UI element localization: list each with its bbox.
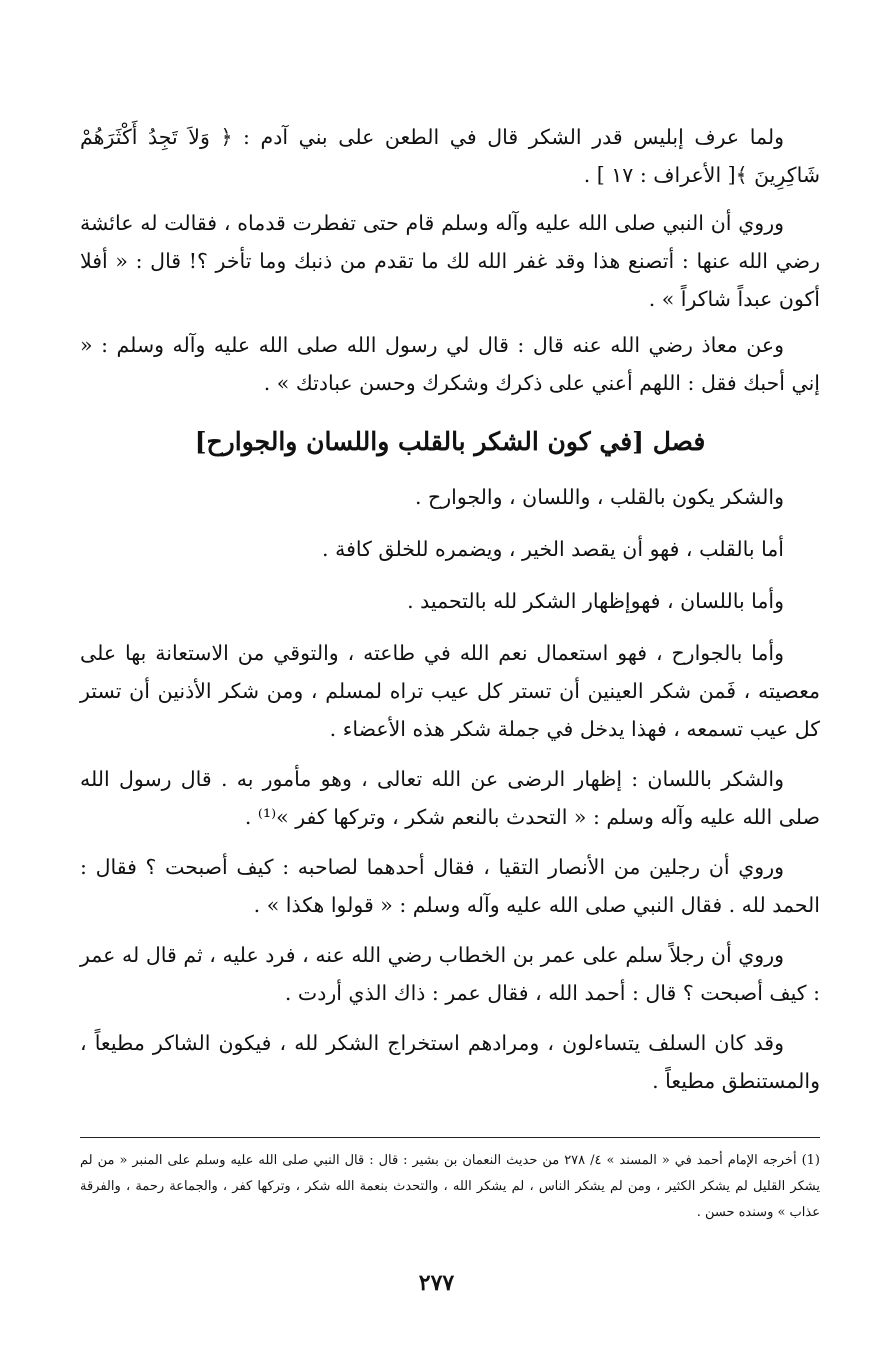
paragraph-iblis: ولما عرف إبليس قدر الشكر قال في الطعن على بني آدم : ﴿ وَلاَ تَجِدُ أَكْثَرَهُمْ شَاكِرِينَ ﴾[ الأعراف : ١٧ ] . bbox=[80, 125, 820, 187]
paragraph-heart: أما بالقلب ، فهو أن يقصد الخير ، ويضمره للخلق كافة . bbox=[322, 537, 784, 561]
paragraph-umar: وروي أن رجلاً سلم على عمر بن الخطاب رضي الله عنه ، فرد عليه ، ثم قال له عمر : كيف أصبحت ؟ قال : أحمد الله ، فقال عمر : ذاك الذي أردت . bbox=[80, 943, 820, 1005]
paragraph-muadh: وعن معاذ رضي الله عنه قال : قال لي رسول الله صلى الله عليه وآله وسلم : « إني أحبك فقل : اللهم أعني على ذكرك وشكرك وحسن عبادتك » . bbox=[80, 333, 820, 395]
paragraph-tongue: وأما باللسان ، فهوإظهار الشكر لله بالتحميد . bbox=[407, 589, 784, 613]
paragraph-tongue-expression: والشكر باللسان : إظهار الرضى عن الله تعالى ، وهو مأمور به . قال رسول الله صلى الله عليه وآله وسلم : « التحدث بالنعم شكر ، وتركها كفر »⁽¹⁾ . bbox=[80, 767, 820, 829]
paragraph-three-ways: والشكر يكون بالقلب ، واللسان ، والجوارح . bbox=[415, 485, 784, 509]
footnote: (1) أخرجه الإمام أحمد في « المسند » ٤/ ٢٧٨ من حديث النعمان بن بشير : قال : قال النبي صلى الله عليه وسلم على المنبر « من لم يشكر القليل لم يشكر الكثير ، ومن لم يشكر الناس ، لم يشكر الله ، والتحدث بنعمة الله شكر ، وتركها كفر ، والجماعة رحمة ، والفرقة عذاب » وسنده حسن . bbox=[80, 1153, 820, 1220]
section-text-block bbox=[80, 478, 820, 1100]
paragraph-two-ansar: وروي أن رجلين من الأنصار التقيا ، فقال أحدهما لصاحبه : كيف أصبحت ؟ فقال : الحمد لله . فقال النبي صلى الله عليه وآله وسلم : « قولوا هكذا » . bbox=[80, 855, 820, 917]
paragraph-salaf: وقد كان السلف يتساءلون ، ومرادهم استخراج الشكر لله ، فيكون الشاكر مطيعاً ، والمستنطق مطيعاً . bbox=[80, 1031, 820, 1093]
section-heading: فصل [في كون الشكر بالقلب واللسان والجوارح] bbox=[194, 427, 706, 456]
page-number: ٢٧٧ bbox=[418, 1270, 455, 1296]
paragraph-prophet-standing: وروي أن النبي صلى الله عليه وآله وسلم قام حتى تفطرت قدماه ، فقالت له عائشة رضي الله عنها : أتصنع هذا وقد غفر الله لك ما تقدم من ذنبك وما تأخر ؟! قال : « أفلا أكون عبداً شاكراً » . bbox=[80, 211, 820, 311]
paragraph-limbs: وأما بالجوارح ، فهو استعمال نعم الله في طاعته ، والتوقي من الاستعانة بها على معصيته ، فَمن شكر العينين أن تستر كل عيب تراه لمسلم ، ومن شكر الأذنين أن تستر كل عيب تسمعه ، فهذا يدخل في جملة شكر هذه الأعضاء . bbox=[80, 641, 820, 741]
footnote-divider bbox=[80, 1137, 820, 1138]
intro-text-block bbox=[80, 118, 820, 402]
